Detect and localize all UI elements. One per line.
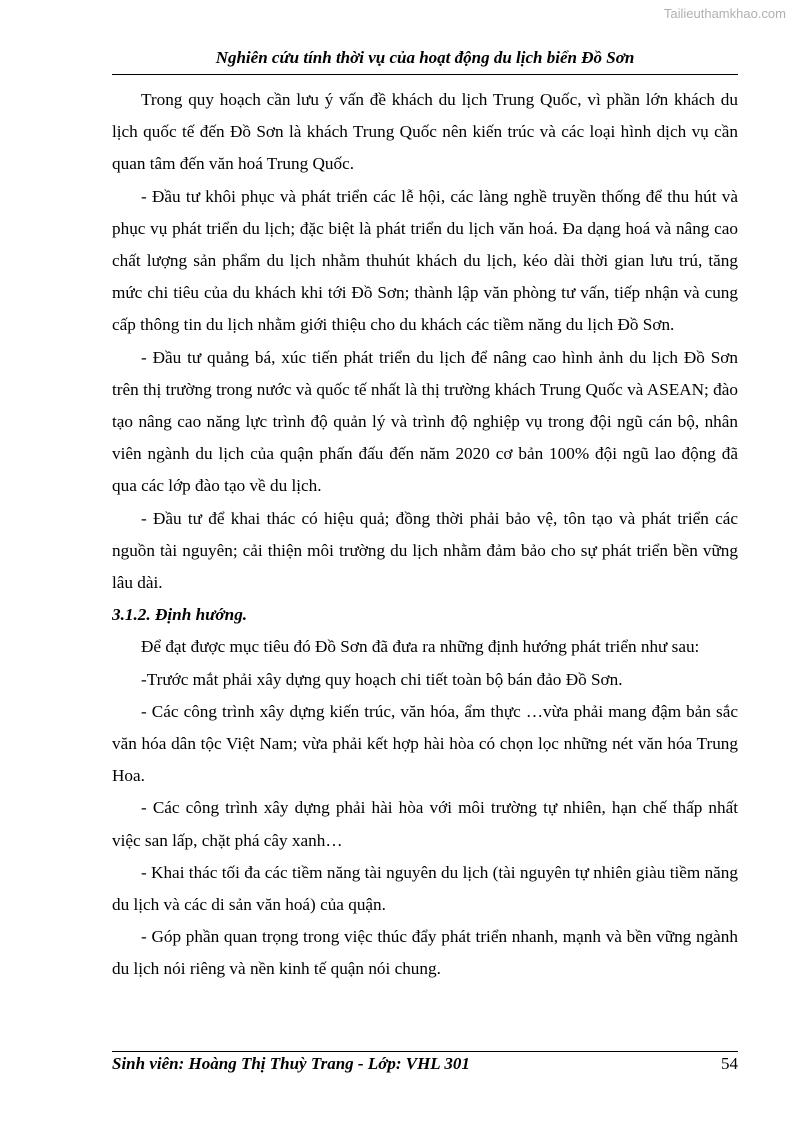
paragraph-contribution: - Góp phần quan trọng trong việc thúc đẩy phát triển nhanh, mạnh và bền vững ngành du lịch nói riêng và nền kinh tế quận nói chung. — [112, 927, 738, 979]
paragraph-architecture: - Các công trình xây dựng kiến trúc, văn hóa, ẩm thực …vừa phải mang đậm bản sắc văn hóa dân tộc Việt Nam; vừa phải kết hợp hài hòa có chọn lọc những nét văn hóa Trung Hoa. — [112, 701, 738, 786]
page-content — [112, 84, 738, 986]
footer-divider — [112, 1051, 738, 1052]
section-heading: 3.1.2. Định hướng. — [112, 605, 248, 625]
footer-student-info: Sinh viên: Hoàng Thị Thuỳ Trang - Lớp: VHL 301 — [112, 1054, 470, 1073]
paragraph-planning: -Trước mắt phải xây dựng quy hoạch chi tiết toàn bộ bán đảo Đồ Sơn. — [141, 669, 623, 689]
paragraph-orientation-intro: Để đạt được mục tiêu đó Đồ Sơn đã đưa ra những định hướng phát triển như sau: — [141, 637, 700, 657]
page-number: 54 — [721, 1054, 738, 1073]
paragraph-festivals: - Đầu tư khôi phục và phát triển các lễ hội, các làng nghề truyền thống để thu hút và phục vụ phát triển du lịch; đặc biệt là phát triển du lịch văn hoá. Đa dạng hoá và nâng cao chất lượng sản phẩm du lịch nhằm thuhút khách du lịch, kéo dài thời gian lưu trú, tăng mức chi tiêu của du khách khi tới Đồ Sơn; thành lập văn phòng tư vấn, tiếp nhận và cung cấp thông tin du lịch nhằm giới thiệu cho du khách các tiềm năng du lịch Đồ Sơn. — [112, 186, 738, 335]
page-header-title: Nghiên cứu tính thời vụ của hoạt động du lịch biển Đồ Sơn — [215, 48, 635, 67]
paragraph-intro: Trong quy hoạch cần lưu ý vấn đề khách du lịch Trung Quốc, vì phần lớn khách du lịch quốc tế đến Đồ Sơn là khách Trung Quốc nên kiến trúc và các loại hình dịch vụ cần quan tâm đến văn hoá Trung Quốc. — [112, 90, 738, 174]
paragraph-resources: - Đầu tư để khai thác có hiệu quả; đồng thời phải bảo vệ, tôn tạo và phát triển các nguồn tài nguyên; cải thiện môi trường du lịch nhằm đảm bảo cho sự phát triển bền vững lâu dài. — [112, 508, 738, 593]
paragraph-promotion: - Đầu tư quảng bá, xúc tiến phát triển du lịch để nâng cao hình ảnh du lịch Đồ Sơn trên thị trường trong nước và quốc tế nhất là thị trường khách Trung Quốc và ASEAN; đào tạo nâng cao năng lực trình độ quản lý và trình độ nghiệp vụ trong đội ngũ cán bộ, nhân viên ngành du lịch của quận phấn đấu đến năm 2020 cơ bản 100% đội ngũ lao động đã qua các lớp đào tạo về du lịch. — [112, 347, 738, 496]
paragraph-environment: - Các công trình xây dựng phải hài hòa với môi trường tự nhiên, hạn chế thấp nhất việc san lấp, chặt phá cây xanh… — [112, 798, 738, 850]
paragraph-exploitation: - Khai thác tối đa các tiềm năng tài nguyên du lịch (tài nguyên tự nhiên giàu tiềm năng du lịch và các di sản văn hoá) của quận. — [112, 862, 738, 915]
header-divider — [112, 74, 738, 75]
watermark-text: Tailieuthamkhao.com — [663, 6, 786, 21]
